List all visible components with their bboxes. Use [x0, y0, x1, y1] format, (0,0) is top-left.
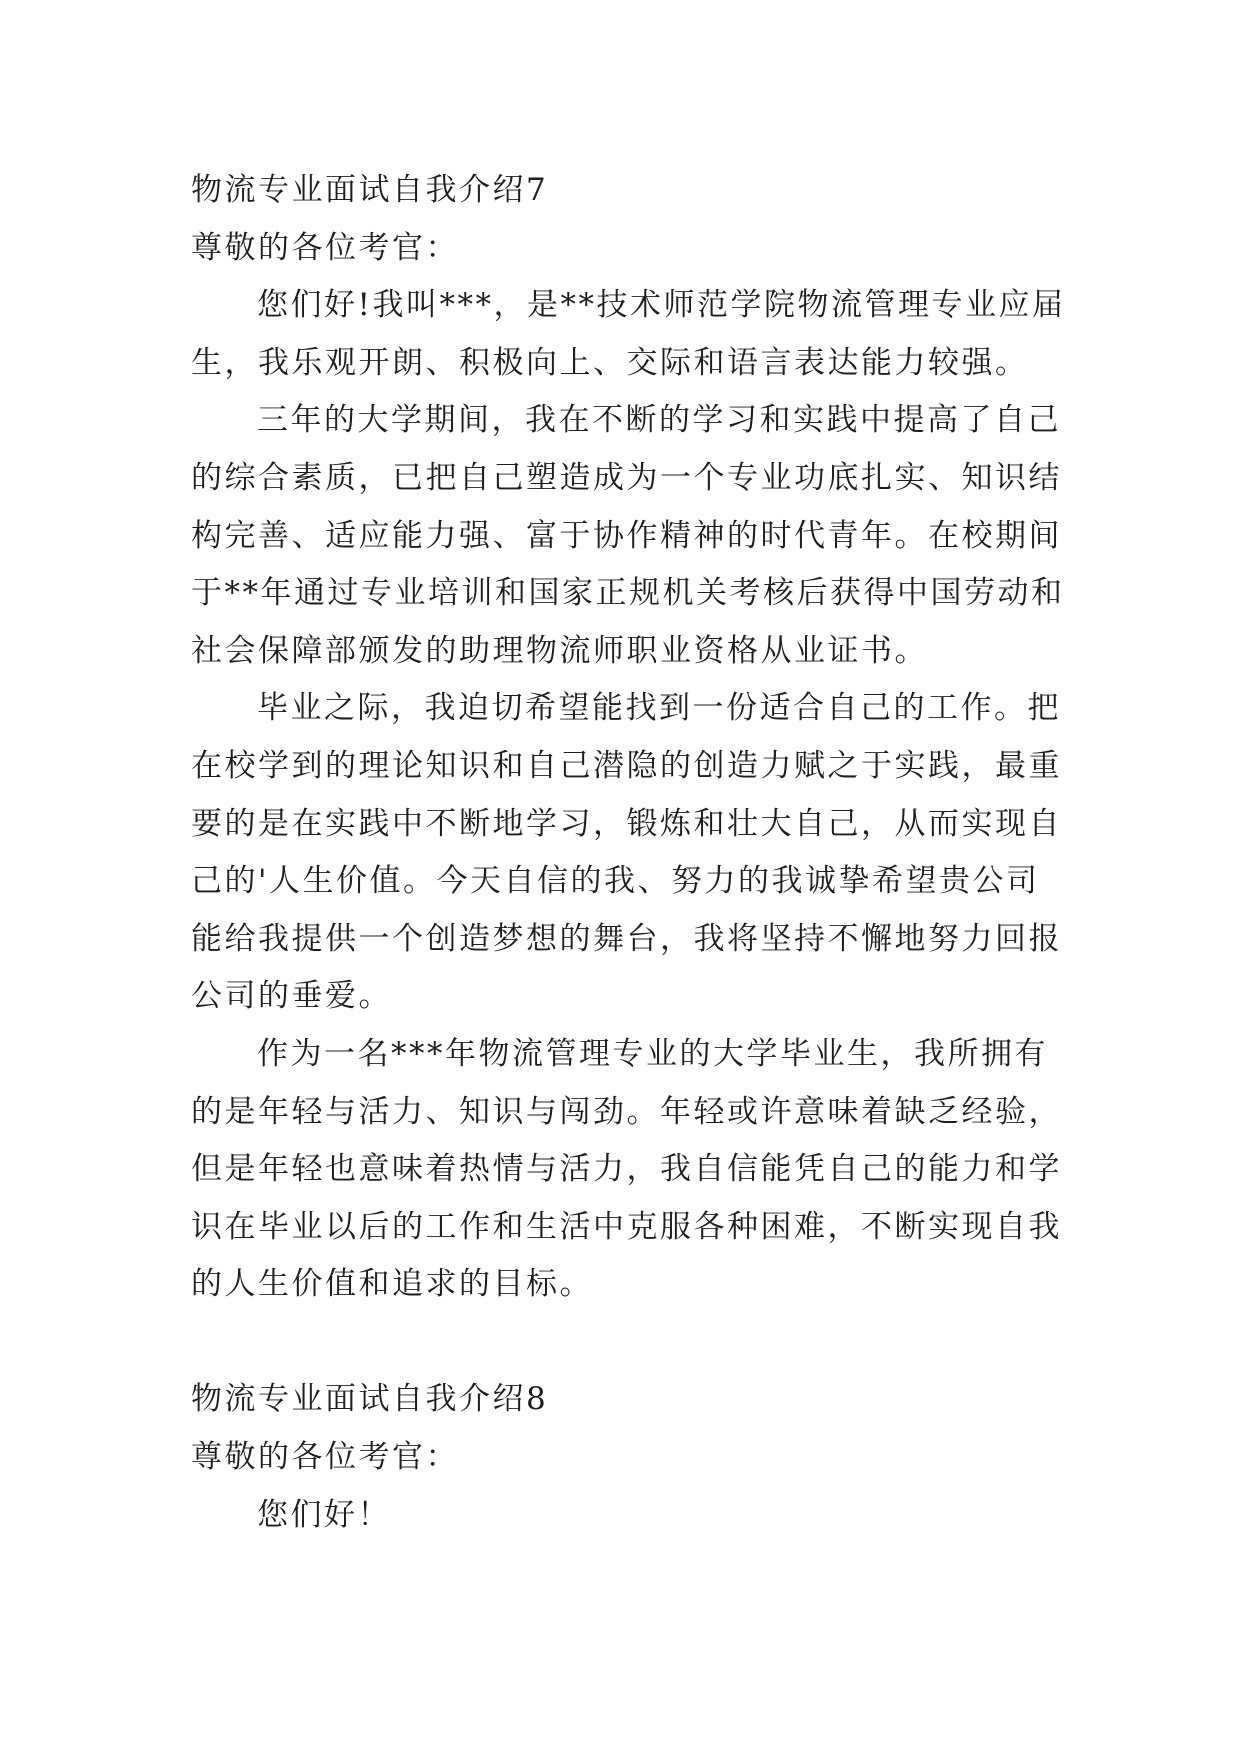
section-spacer — [191, 1314, 1069, 1372]
paragraph-line: 己的'人生价值。今天自信的我、努力的我诚挚希望贵公司 — [191, 863, 1040, 900]
paragraph-line: 识在毕业以后的工作和生活中克服各种困难，不断实现自我 — [191, 1208, 1062, 1245]
paragraph-line: 社会保障部颁发的助理物流师职业资格从业证书。 — [191, 632, 928, 669]
paragraph-line: 能给我提供一个创造梦想的舞台，我将坚持不懈地努力回报 — [191, 920, 1062, 957]
paragraph-line: 作为一名***年物流管理专业的大学毕业生，我所拥有 — [257, 1035, 1048, 1072]
paragraph-line: 在校学到的理论知识和自己潜隐的创造力赋之于实践，最重 — [191, 747, 1062, 784]
section-7 — [191, 162, 1069, 1314]
paragraph-line: 毕业之际，我迫切希望能找到一份适合自己的工作。把 — [257, 690, 1061, 727]
section-title: 物流专业面试自我介绍7 — [191, 172, 549, 208]
section-8 — [191, 1371, 1069, 1544]
paragraph — [191, 680, 1069, 1026]
paragraph-line: 三年的大学期间，我在不断的学习和实践中提高了自己 — [257, 402, 1061, 439]
paragraph — [191, 1026, 1069, 1314]
paragraph-line: 您们好！ — [257, 1496, 391, 1533]
salutation: 尊敬的各位考官： — [191, 1439, 459, 1476]
paragraph-line: 的是年轻与活力、知识与闯劲。年轻或许意味着缺乏经验， — [191, 1093, 1062, 1130]
paragraph — [191, 392, 1069, 680]
paragraph-line: 要的是在实践中不断地学习，锻炼和壮大自己，从而实现自 — [191, 805, 1062, 842]
paragraph-line: 但是年轻也意味着热情与活力，我自信能凭自己的能力和学 — [191, 1151, 1062, 1188]
paragraph-line: 的综合素质，已把自己塑造成为一个专业功底扎实、知识结 — [191, 459, 1062, 496]
paragraph — [191, 277, 1069, 392]
paragraph-line: 您们好!我叫***，是**技术师范学院物流管理专业应届 — [257, 287, 1066, 324]
paragraph — [191, 1487, 1069, 1545]
paragraph-line: 构完善、适应能力强、富于协作精神的时代青年。在校期间 — [191, 517, 1062, 554]
paragraph-line: 生，我乐观开朗、积极向上、交际和语言表达能力较强。 — [191, 344, 1029, 381]
salutation: 尊敬的各位考官： — [191, 229, 459, 266]
section-title: 物流专业面试自我介绍8 — [191, 1381, 549, 1418]
document-body — [191, 162, 1069, 1544]
paragraph-line: 于**年通过专业培训和国家正规机关考核后获得中国劳动和 — [191, 575, 1065, 612]
paragraph-line: 的人生价值和追求的目标。 — [191, 1266, 593, 1303]
paragraph-line: 公司的垂爱。 — [191, 978, 392, 1015]
